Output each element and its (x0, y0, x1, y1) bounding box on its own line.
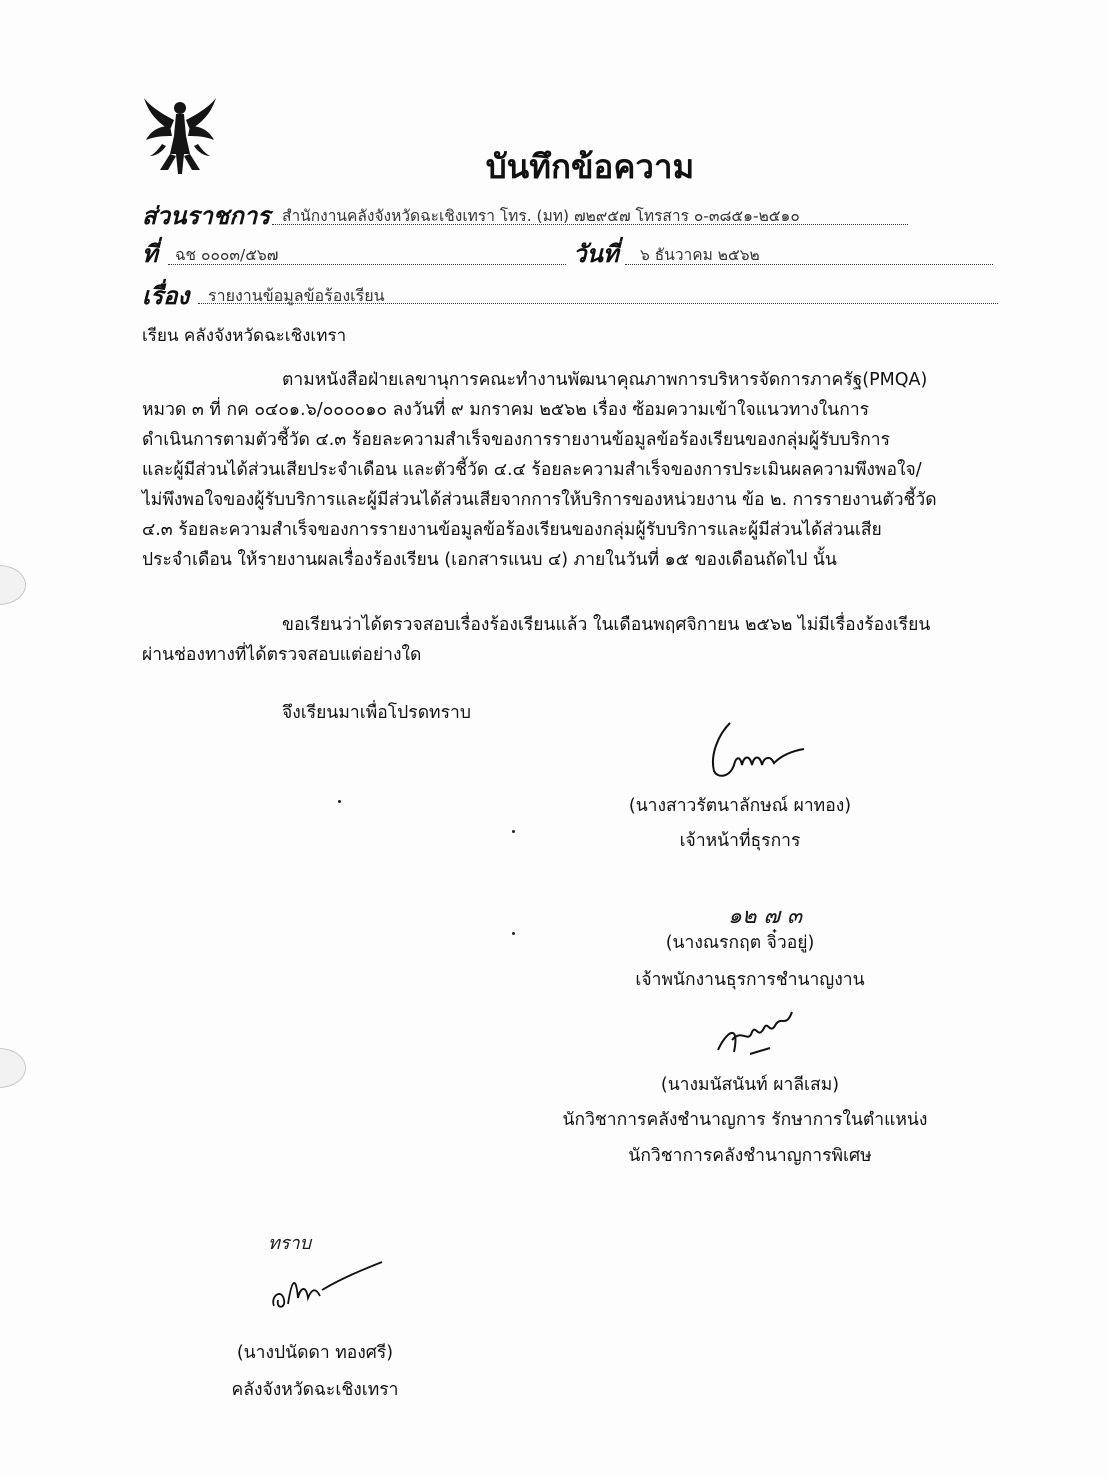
paragraph-line: และผู้มีส่วนได้ส่วนเสียประจำเดือน และตัวชี้วัด ๔.๔ ร้อยละความสำเร็จของการประเมินผลความพึงพอใจ/ (142, 460, 922, 480)
salutation: เรียน คลังจังหวัดฉะเชิงเทรา (142, 326, 347, 346)
scan-speck (338, 800, 341, 803)
punch-hole (0, 1048, 26, 1088)
agency-value: สำนักงานคลังจังหวัดฉะเชิงเทรา โทร. (มท) ๗๒๙๕๗ โทรสาร ๐-๓๘๕๑-๒๕๑๐ (282, 207, 800, 225)
paragraph-line: ขอเรียนว่าได้ตรวจสอบเรื่องร้องเรียนแล้ว ในเดือนพฤศจิกายน ๒๕๖๒ ไม่มีเรื่องร้องเรียน (282, 615, 931, 635)
body-paragraph-2 (142, 610, 1012, 670)
officer2-title: เจ้าพนักงานธุรการชำนาญงาน (635, 970, 865, 990)
closing-line: จึงเรียนมาเพื่อโปรดทราบ (282, 703, 471, 723)
subject-label: เรื่อง (142, 282, 190, 310)
officer1-name: (นางสาวรัตนาลักษณ์ ผาทอง) (628, 796, 852, 816)
ref-dotted-line (168, 264, 566, 265)
subject-value: รายงานข้อมูลข้อร้องเรียน (208, 286, 385, 305)
paragraph-line: ประจำเดือน ให้รายงานผลเรื่องร้องเรียน (เอกสารแนบ ๔) ภายในวันที่ ๑๕ ของเดือนถัดไป นั้น (142, 550, 837, 570)
director-name: (นางปนัดดา ทองศรี) (236, 1343, 394, 1363)
scan-speck (512, 932, 515, 935)
paragraph-line: หมวด ๓ ที่ กค ๐๔๐๑.๖/๐๐๐๐๑๐ ลงวันที่ ๙ มกราคม ๒๕๖๒ เรื่อง ซ้อมความเข้าใจแนวทางในการ (142, 400, 870, 420)
signature-director (262, 1248, 392, 1318)
scan-speck (512, 830, 515, 833)
officer2-handwritten-note: ๑๒ ๗ ๓ (728, 904, 803, 929)
agency-dotted-line (272, 224, 908, 225)
date-label: วันที่ (573, 240, 619, 268)
garuda-emblem-icon (140, 96, 220, 176)
date-value: ๖ ธันวาคม ๒๕๖๒ (640, 246, 760, 264)
signature-officer1 (700, 715, 810, 785)
agency-label: ส่วนราชการ (142, 202, 271, 230)
director-handwritten-note: ทราบ (268, 1233, 312, 1254)
officer3-title-line1: นักวิชาการคลังชำนาญการ รักษาการในตำแหน่ง (562, 1110, 928, 1130)
paragraph-line: ไม่พึงพอใจของผู้รับบริการและผู้มีส่วนได้ส่วนเสียจากการให้บริการของหน่วยงาน ข้อ ๒. การรายงานตัวชี้วัด (142, 490, 937, 510)
paragraph-line: ๔.๓ ร้อยละความสำเร็จของการรายงานข้อมูลข้อร้องเรียนของกลุ่มผู้รับบริการและผู้มีส่วนได้ส่วนเสีย (142, 520, 882, 540)
date-dotted-line (625, 264, 993, 265)
paragraph-line: ตามหนังสือฝ่ายเลขานุการคณะทำงานพัฒนาคุณภาพการบริหารจัดการภาครัฐ(PMQA) (282, 370, 928, 390)
ref-value: ฉช ๐๐๐๓/๕๖๗ (175, 246, 279, 264)
body-paragraph-1 (142, 365, 1012, 575)
paragraph-line: ดำเนินการตามตัวชี้วัด ๔.๓ ร้อยละความสำเร็จของการรายงานข้อมูลข้อร้องเรียนของกลุ่มผู้รับบริการ (142, 430, 891, 450)
officer2-name: (นางณรกฤต จิ๋วอยู่) (665, 933, 815, 953)
memo-title: บันทึกข้อความ (485, 147, 695, 186)
officer3-title-line2: นักวิชาการคลังชำนาญการพิเศษ (628, 1146, 872, 1166)
signature-officer3 (712, 992, 812, 1062)
officer3-name: (นางมนัสนันท์ ผาลีเสม) (660, 1075, 840, 1095)
ref-label: ที่ (142, 240, 158, 268)
subject-dotted-line (198, 303, 998, 304)
punch-hole (0, 565, 26, 605)
paragraph-line: ผ่านช่องทางที่ได้ตรวจสอบแต่อย่างใด (142, 645, 422, 665)
director-title: คลังจังหวัดฉะเชิงเทรา (231, 1380, 399, 1400)
officer1-title: เจ้าหน้าที่ธุรการ (679, 831, 801, 851)
